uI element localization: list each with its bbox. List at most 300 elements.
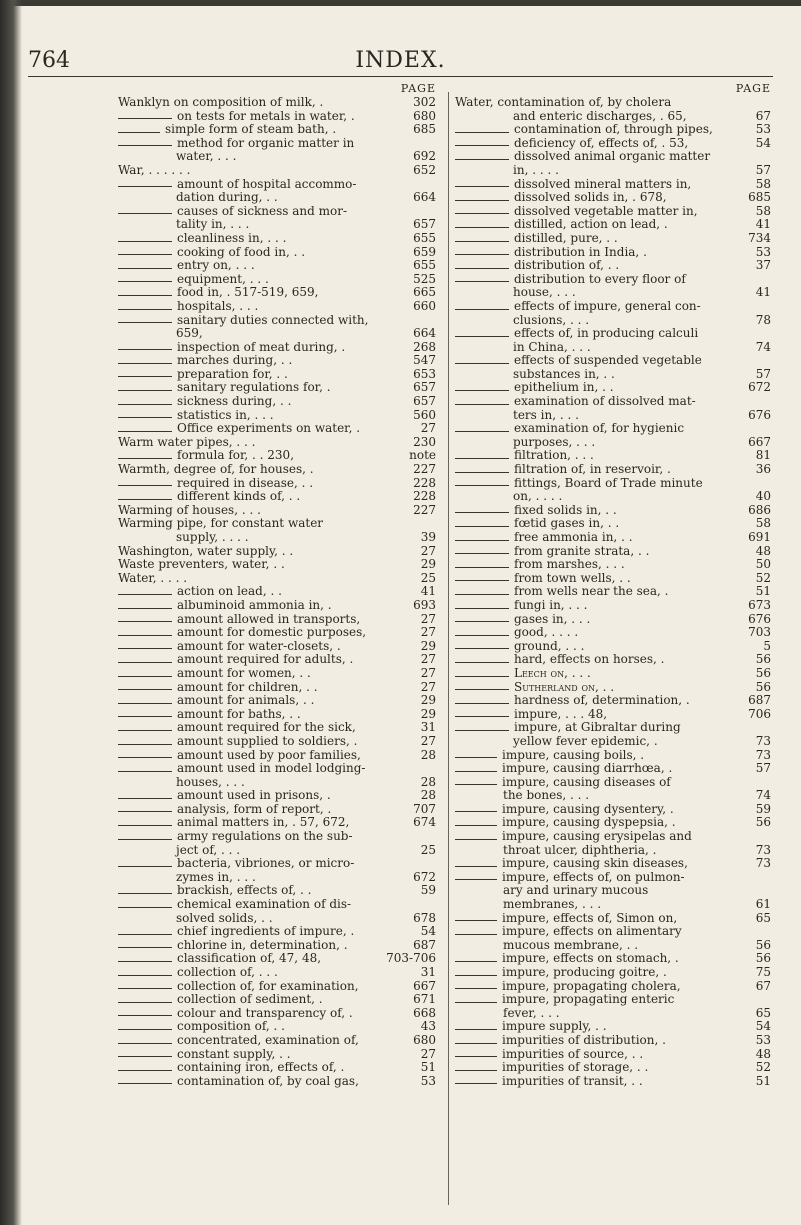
index-entry bbox=[455, 1075, 771, 1089]
entry-page: 37 bbox=[755, 258, 771, 273]
entry-text: house, . . . bbox=[513, 285, 576, 300]
entry-page: 655 bbox=[413, 258, 436, 273]
entry-text: in, . . . . bbox=[513, 162, 559, 177]
entry-text: different kinds of, . . bbox=[177, 489, 301, 504]
index-entry bbox=[455, 653, 771, 667]
entry-page: 268 bbox=[413, 339, 436, 354]
ditto-dash bbox=[118, 322, 172, 323]
entry-text: effects of, in producing calculi bbox=[514, 326, 699, 341]
index-entry bbox=[455, 1048, 771, 1062]
entry-page: 40 bbox=[755, 489, 771, 504]
index-entry bbox=[455, 884, 771, 898]
entry-text: yellow fever epidemic, . bbox=[513, 733, 658, 748]
index-entry bbox=[455, 463, 771, 477]
entry-page: 48 bbox=[755, 543, 771, 558]
ditto-dash bbox=[455, 431, 509, 432]
ditto-dash bbox=[455, 771, 497, 772]
entry-text: Water, . . . . bbox=[118, 570, 188, 585]
index-entry bbox=[118, 585, 436, 599]
entry-page: 29 bbox=[420, 693, 436, 708]
entry-text: Washington, water supply, . . bbox=[118, 543, 294, 558]
entry-text: filtration of, in reservoir, . bbox=[514, 462, 671, 477]
entry-page: 676 bbox=[748, 407, 771, 422]
entry-text: ary and urinary mucous bbox=[503, 883, 649, 898]
index-entry bbox=[118, 558, 436, 572]
entry-text: preparation for, . . bbox=[177, 366, 288, 381]
index-entry bbox=[118, 531, 436, 545]
entry-page: 703 bbox=[748, 625, 771, 640]
entry-text: amount used in prisons, . bbox=[177, 788, 331, 803]
entry-page: 27 bbox=[420, 1046, 436, 1061]
entry-text: from town wells, . . bbox=[514, 570, 631, 585]
entry-page: 29 bbox=[420, 557, 436, 572]
entry-text: supply, . . . . bbox=[176, 530, 249, 544]
ditto-dash bbox=[455, 512, 509, 513]
index-entry bbox=[118, 436, 436, 450]
index-entry bbox=[455, 681, 771, 695]
ditto-dash bbox=[455, 635, 509, 636]
entry-text: distribution in India, . bbox=[514, 244, 647, 259]
book-spine-shadow bbox=[0, 0, 22, 1225]
index-entry bbox=[118, 395, 436, 409]
entry-text: cleanliness in, . . . bbox=[177, 230, 287, 245]
ditto-dash bbox=[118, 947, 172, 948]
ditto-dash bbox=[118, 295, 172, 296]
entry-text: impure, effects of, on pulmon- bbox=[502, 869, 685, 884]
entry-text: bacteria, vibriones, or micro- bbox=[177, 856, 355, 871]
index-entry bbox=[118, 1020, 436, 1034]
ditto-dash bbox=[118, 893, 172, 894]
ditto-dash bbox=[118, 811, 172, 812]
index-entry bbox=[118, 178, 436, 192]
index-entry bbox=[118, 749, 436, 763]
ditto-dash bbox=[118, 309, 172, 310]
entry-page: 56 bbox=[755, 937, 771, 952]
entry-text: entry on, . . . bbox=[177, 258, 255, 273]
ditto-dash bbox=[455, 159, 509, 160]
entry-page: 58 bbox=[755, 203, 771, 218]
entry-page: 657 bbox=[413, 217, 436, 232]
ditto-dash bbox=[118, 431, 172, 432]
entry-page: 693 bbox=[413, 597, 436, 612]
index-entry bbox=[118, 545, 436, 559]
ditto-dash bbox=[118, 1056, 172, 1057]
entry-page: 664 bbox=[413, 326, 436, 341]
ditto-dash bbox=[455, 309, 509, 310]
entry-page: 676 bbox=[748, 611, 771, 626]
entry-page: 59 bbox=[755, 801, 771, 816]
ditto-dash bbox=[455, 1002, 497, 1003]
index-entry bbox=[118, 1075, 436, 1089]
entry-text: sanitary duties connected with, bbox=[177, 312, 369, 327]
ditto-dash bbox=[455, 1043, 497, 1044]
ditto-dash bbox=[118, 145, 172, 146]
ditto-dash bbox=[118, 499, 172, 500]
index-entry bbox=[118, 137, 436, 151]
entry-text: dissolved animal organic matter bbox=[514, 149, 711, 164]
entry-text: mucous membrane, . . bbox=[503, 937, 639, 952]
ditto-dash bbox=[118, 1043, 172, 1044]
entry-text: hospitals, . . . bbox=[177, 298, 259, 313]
ditto-dash bbox=[118, 825, 172, 826]
entry-text: amount for children, . . bbox=[177, 679, 318, 694]
entry-page: 657 bbox=[413, 394, 436, 409]
entry-text: deficiency of, effects of, . 53, bbox=[514, 135, 689, 150]
entry-text: chief ingredients of impure, . bbox=[177, 924, 355, 939]
entry-page: 27 bbox=[420, 679, 436, 694]
entry-text: distilled, pure, . . bbox=[514, 230, 618, 245]
ditto-dash bbox=[455, 716, 509, 717]
entry-page: 43 bbox=[420, 1019, 436, 1034]
entry-text: fœtid gases in, . . bbox=[514, 516, 620, 531]
ditto-dash bbox=[455, 526, 509, 527]
index-entry bbox=[455, 830, 771, 844]
entry-text: from granite strata, . . bbox=[514, 543, 650, 558]
column-divider bbox=[448, 92, 449, 1205]
ditto-dash bbox=[455, 145, 509, 146]
ditto-dash bbox=[455, 825, 497, 826]
entry-page: 27 bbox=[420, 652, 436, 667]
index-entry bbox=[118, 463, 436, 477]
entry-text: free ammonia in, . . bbox=[514, 530, 633, 544]
entry-text: Water, contamination of, by cholera bbox=[455, 95, 672, 109]
index-entry bbox=[455, 273, 771, 287]
entry-page: 525 bbox=[413, 271, 436, 286]
index-entry bbox=[455, 857, 771, 871]
entry-page: 54 bbox=[420, 924, 436, 939]
entry-text: colour and transparency of, . bbox=[177, 1005, 353, 1020]
entry-text: impure, producing goitre, . bbox=[502, 965, 667, 979]
entry-text: chlorine in, determination, . bbox=[177, 937, 348, 952]
ditto-dash bbox=[118, 608, 172, 609]
entry-page: 227 bbox=[413, 502, 436, 517]
index-entry bbox=[455, 545, 771, 559]
entry-page: 657 bbox=[413, 380, 436, 395]
entry-text: impurities of storage, . . bbox=[502, 1060, 649, 1075]
entry-page: 56 bbox=[755, 679, 771, 694]
entry-page: 665 bbox=[413, 285, 436, 300]
entry-text: dissolved mineral matters in, bbox=[514, 176, 692, 191]
entry-page: 678 bbox=[413, 910, 436, 925]
ditto-dash bbox=[118, 798, 172, 799]
index-entry bbox=[118, 721, 436, 735]
ditto-dash bbox=[118, 730, 172, 731]
entry-text: Leech on, . . . bbox=[514, 665, 591, 680]
entry-text: tality in, . . . bbox=[176, 217, 250, 232]
entry-page: 56 bbox=[755, 665, 771, 680]
entry-page: 671 bbox=[413, 992, 436, 1007]
entry-page: 54 bbox=[755, 135, 771, 150]
index-entry bbox=[118, 368, 436, 382]
ditto-dash bbox=[118, 1029, 172, 1030]
entry-text: impure, causing skin diseases, bbox=[502, 856, 688, 871]
entry-text: impure supply, . . bbox=[502, 1019, 607, 1034]
index-entry bbox=[455, 232, 771, 246]
ditto-dash bbox=[455, 404, 509, 405]
entry-page: 75 bbox=[755, 965, 771, 979]
ditto-dash bbox=[455, 281, 509, 282]
ditto-dash bbox=[118, 118, 172, 119]
entry-page: 51 bbox=[420, 1060, 436, 1075]
entry-page: 81 bbox=[755, 448, 771, 463]
index-entry bbox=[118, 246, 436, 260]
entry-text: impure, effects of, Simon on, bbox=[502, 910, 678, 925]
entry-page: 667 bbox=[413, 978, 436, 993]
index-entry bbox=[455, 789, 771, 803]
ditto-dash bbox=[455, 608, 509, 609]
ditto-dash bbox=[455, 784, 497, 785]
entry-text: in China, . . . bbox=[513, 339, 591, 354]
index-entry bbox=[455, 178, 771, 192]
index-entry bbox=[455, 844, 771, 858]
ditto-dash bbox=[455, 553, 509, 554]
entry-page: 51 bbox=[755, 1073, 771, 1088]
index-entry bbox=[455, 205, 771, 219]
entry-page: 27 bbox=[420, 665, 436, 680]
ditto-dash bbox=[455, 920, 497, 921]
entry-text: food in, . 517-519, 659, bbox=[177, 285, 319, 300]
ditto-dash bbox=[455, 879, 497, 880]
ditto-dash bbox=[455, 268, 509, 269]
entry-text: ters in, . . . bbox=[513, 407, 579, 422]
entry-page: 27 bbox=[420, 625, 436, 640]
entry-page: 560 bbox=[413, 407, 436, 422]
entry-text: distilled, action on lead, . bbox=[514, 217, 668, 232]
index-entry bbox=[455, 667, 771, 681]
ditto-dash bbox=[118, 390, 172, 391]
entry-page: 5 bbox=[763, 638, 771, 653]
index-entry bbox=[455, 912, 771, 926]
entry-page: 56 bbox=[755, 652, 771, 667]
index-entry bbox=[455, 368, 771, 382]
index-entry bbox=[118, 517, 436, 531]
index-entry bbox=[118, 952, 436, 966]
ditto-dash bbox=[118, 132, 160, 133]
entry-text: collection of, for examination, bbox=[177, 978, 359, 993]
entry-text: impure, causing boils, . bbox=[502, 747, 645, 762]
entry-page: 57 bbox=[755, 761, 771, 776]
entry-text: amount for women, . . bbox=[177, 665, 311, 680]
entry-page: 687 bbox=[748, 693, 771, 708]
entry-text: ground, . . . bbox=[514, 638, 585, 653]
entry-page: 652 bbox=[413, 162, 436, 177]
ditto-dash bbox=[455, 363, 509, 364]
entry-page: 703-706 bbox=[386, 951, 436, 966]
index-entry bbox=[118, 925, 436, 939]
page-number: 764 bbox=[28, 48, 70, 73]
ditto-dash bbox=[118, 1070, 172, 1071]
ditto-dash bbox=[455, 961, 497, 962]
ditto-dash bbox=[118, 676, 172, 677]
index-entry bbox=[118, 762, 436, 776]
index-entry bbox=[455, 803, 771, 817]
entry-page: 74 bbox=[755, 788, 771, 803]
entry-text: action on lead, . . bbox=[177, 584, 282, 599]
entry-text: amount supplied to soldiers, . bbox=[177, 733, 358, 748]
entry-text: required in disease, . . bbox=[177, 475, 314, 490]
ditto-dash bbox=[118, 907, 172, 908]
entry-text: solved solids, . . bbox=[176, 910, 273, 925]
index-entry bbox=[118, 341, 436, 355]
index-entry bbox=[455, 626, 771, 640]
entry-text: Warm water pipes, . . . bbox=[118, 434, 256, 449]
index-entry bbox=[118, 286, 436, 300]
index-entry bbox=[118, 572, 436, 586]
left-column bbox=[118, 80, 436, 1088]
index-entry bbox=[455, 341, 771, 355]
entry-text: fungi in, . . . bbox=[514, 597, 588, 612]
header-rule bbox=[28, 76, 773, 77]
entry-text: impure, causing dysentery, . bbox=[502, 801, 674, 816]
entry-page: 734 bbox=[748, 230, 771, 245]
index-entry bbox=[455, 898, 771, 912]
ditto-dash bbox=[455, 540, 509, 541]
entry-page: 674 bbox=[413, 815, 436, 830]
index-entry bbox=[455, 558, 771, 572]
index-entry bbox=[118, 1061, 436, 1075]
index-entry bbox=[455, 531, 771, 545]
ditto-dash bbox=[455, 839, 497, 840]
entry-text: amount of hospital accommo- bbox=[177, 176, 357, 191]
entry-text: throat ulcer, diphtheria, . bbox=[503, 842, 657, 857]
entry-text: sanitary regulations for, . bbox=[177, 380, 331, 395]
entry-page: 48 bbox=[755, 1046, 771, 1061]
index-entry bbox=[455, 164, 771, 178]
index-entry bbox=[118, 381, 436, 395]
index-entry bbox=[455, 816, 771, 830]
entry-text: amount for domestic purposes, bbox=[177, 625, 367, 640]
index-entry bbox=[455, 1034, 771, 1048]
ditto-dash bbox=[455, 485, 509, 486]
index-entry bbox=[118, 626, 436, 640]
index-entry bbox=[118, 191, 436, 205]
ditto-dash bbox=[118, 349, 172, 350]
index-entry bbox=[118, 314, 436, 328]
index-entry bbox=[118, 966, 436, 980]
entry-page: 706 bbox=[748, 706, 771, 721]
ditto-dash bbox=[455, 458, 509, 459]
entry-page: 25 bbox=[420, 842, 436, 857]
ditto-dash bbox=[118, 213, 172, 214]
index-entry bbox=[118, 164, 436, 178]
index-entry bbox=[118, 898, 436, 912]
entry-page: 691 bbox=[748, 530, 771, 544]
ditto-dash bbox=[118, 458, 172, 459]
entry-text: causes of sickness and mor- bbox=[177, 203, 348, 218]
entry-page: 54 bbox=[755, 1019, 771, 1034]
entry-page: 73 bbox=[755, 747, 771, 762]
ditto-dash bbox=[118, 866, 172, 867]
entry-text: army regulations on the sub- bbox=[177, 829, 353, 844]
index-entry bbox=[455, 218, 771, 232]
entry-page: 27 bbox=[420, 421, 436, 436]
entry-text: hardness of, determination, . bbox=[514, 693, 690, 708]
ditto-dash bbox=[455, 567, 509, 568]
index-entry bbox=[118, 884, 436, 898]
entry-text: collection of sediment, . bbox=[177, 992, 323, 1007]
entry-page: 65 bbox=[755, 1005, 771, 1020]
index-entry bbox=[118, 110, 436, 124]
entry-page: 59 bbox=[420, 883, 436, 898]
entry-page: 67 bbox=[755, 978, 771, 993]
entry-text: clusions, . . . bbox=[513, 312, 590, 327]
ditto-dash bbox=[118, 1015, 172, 1016]
entry-text: impure, at Gibraltar during bbox=[514, 720, 681, 735]
ditto-dash bbox=[455, 1056, 497, 1057]
entry-page: 58 bbox=[755, 516, 771, 531]
entry-page: 56 bbox=[755, 815, 771, 830]
entry-text: composition of, . . bbox=[177, 1019, 285, 1034]
entry-text: amount for baths, . . bbox=[177, 706, 301, 721]
entry-text: ject of, . . . bbox=[176, 842, 241, 857]
ditto-dash bbox=[455, 390, 509, 391]
ditto-dash bbox=[455, 757, 497, 758]
entry-text: fittings, Board of Trade minute bbox=[514, 475, 703, 490]
entry-text: houses, . . . bbox=[176, 774, 245, 789]
index-entry bbox=[118, 123, 436, 137]
ditto-dash bbox=[455, 1029, 497, 1030]
entry-page: 57 bbox=[755, 162, 771, 177]
entry-text: membranes, . . . bbox=[503, 897, 602, 912]
entry-text: amount required for the sick, bbox=[177, 720, 356, 735]
index-entry bbox=[455, 123, 771, 137]
index-entry bbox=[118, 409, 436, 423]
ditto-dash bbox=[455, 866, 497, 867]
ditto-dash bbox=[118, 376, 172, 377]
ditto-dash bbox=[118, 485, 172, 486]
entry-page: 28 bbox=[420, 788, 436, 803]
entry-page: 27 bbox=[420, 543, 436, 558]
entry-text: examination of dissolved mat- bbox=[514, 394, 696, 409]
entry-page: 27 bbox=[420, 733, 436, 748]
entry-page: 52 bbox=[755, 1060, 771, 1075]
entry-text: amount required for adults, . bbox=[177, 652, 354, 667]
entry-text: sickness during, . . bbox=[177, 394, 292, 409]
ditto-dash bbox=[118, 254, 172, 255]
entry-text: contamination of, by coal gas, bbox=[177, 1073, 359, 1088]
entry-text: zymes in, . . . bbox=[176, 869, 256, 884]
ditto-dash bbox=[455, 621, 509, 622]
ditto-dash bbox=[118, 771, 172, 772]
entry-page: 692 bbox=[413, 149, 436, 164]
index-entry bbox=[118, 300, 436, 314]
entry-page: 57 bbox=[755, 366, 771, 381]
entry-page: 27 bbox=[420, 611, 436, 626]
ditto-dash bbox=[455, 1070, 497, 1071]
entry-text: statistics in, . . . bbox=[177, 407, 274, 422]
entry-page: 302 bbox=[413, 95, 436, 109]
page-title: INDEX. bbox=[355, 48, 446, 73]
ditto-dash bbox=[118, 1002, 172, 1003]
ditto-dash bbox=[455, 676, 509, 677]
index-entry bbox=[455, 599, 771, 613]
entry-text: chemical examination of dis- bbox=[177, 897, 352, 912]
index-entry bbox=[455, 871, 771, 885]
right-column bbox=[455, 80, 771, 1088]
index-entry bbox=[118, 327, 436, 341]
ditto-dash bbox=[118, 241, 172, 242]
ditto-dash bbox=[455, 227, 509, 228]
entry-text: Waste preventers, water, . . bbox=[118, 557, 285, 572]
ditto-dash bbox=[455, 1083, 497, 1084]
ditto-dash bbox=[455, 934, 497, 935]
index-entry bbox=[455, 436, 771, 450]
index-entry bbox=[118, 1048, 436, 1062]
index-entry bbox=[118, 150, 436, 164]
entry-text: from marshes, . . . bbox=[514, 557, 625, 572]
ditto-dash bbox=[118, 594, 172, 595]
entry-text: gases in, . . . bbox=[514, 611, 591, 626]
